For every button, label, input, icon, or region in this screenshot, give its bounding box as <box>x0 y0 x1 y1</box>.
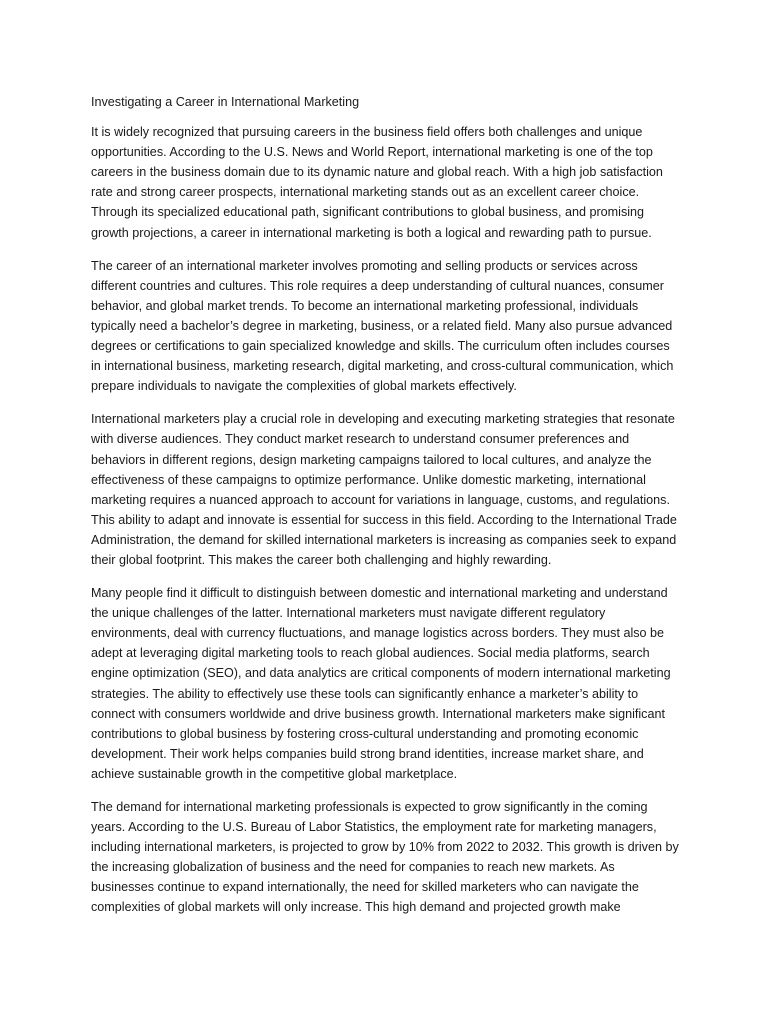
paragraph-2: The career of an international marketer involves promoting and selling products or services across different countries and cultures. This role requires a deep understanding of cultural nuances, consumer behavior, and global market trends. To become an international marketing professional, individuals typically need a bachelor’s degree in marketing, business, or a related field. Many also pursue advanced degrees or certifications to gain specialized knowledge and skills. The curriculum often includes courses in international business, marketing research, digital marketing, and cross-cultural communication, which prepare individuals to navigate the complexities of global markets effectively. <box>91 258 674 394</box>
paragraph-4: Many people find it difficult to distinguish between domestic and international marketing and understand the unique challenges of the latter. International marketers must navigate different regulatory environments, deal with currency fluctuations, and manage logistics across borders. They must also be adept at leveraging digital marketing tools to reach global audiences. Social media platforms, search engine optimization (SEO), and data analytics are critical components of modern international marketing strategies. The ability to effectively use these tools can significantly enhance a marketer’s ability to connect with consumers worldwide and drive business growth. International marketers make significant contributions to global business by fostering cross-cultural understanding and promoting economic development. Their work helps companies build strong brand identities, increase market share, and achieve sustainable growth in the competitive global marketplace. <box>91 586 671 781</box>
paragraph-1: It is widely recognized that pursuing careers in the business field offers both challenges and unique opportunities. According to the U.S. News and World Report, international marketing is one of the top careers in the business domain due to its dynamic nature and global reach. With a high job satisfaction rate and strong career prospects, international marketing stands out as an excellent career choice. Through its specialized educational path, significant contributions to global business, and promising growth projections, a career in international marketing is both a logical and rewarding path to pursue. <box>91 125 663 240</box>
paragraph-3: International marketers play a crucial role in developing and executing marketing strategies that resonate with diverse audiences. They conduct market research to understand consumer preferences and behaviors in different regions, design marketing campaigns tailored to local cultures, and analyze the effectiveness of these campaigns to optimize performance. Unlike domestic marketing, international marketing requires a nuanced approach to account for variations in language, customs, and regulations. This ability to adapt and innovate is essential for success in this field. According to the International Trade Administration, the demand for skilled international marketers is increasing as companies seek to expand their global footprint. This makes the career both challenging and highly rewarding. <box>91 412 677 567</box>
document-title: Investigating a Career in International Marketing <box>91 95 360 109</box>
document-body <box>91 92 679 931</box>
paragraph-5: The demand for international marketing professionals is expected to grow significantly in the coming years. According to the U.S. Bureau of Labor Statistics, the employment rate for marketing managers, including international marketers, is projected to grow by 10% from 2022 to 2032. This growth is driven by the increasing globalization of business and the need for companies to reach new markets. As businesses continue to expand internationally, the need for skilled marketers who can navigate the complexities of global markets will only increase. This high demand and projected growth make <box>91 800 679 915</box>
